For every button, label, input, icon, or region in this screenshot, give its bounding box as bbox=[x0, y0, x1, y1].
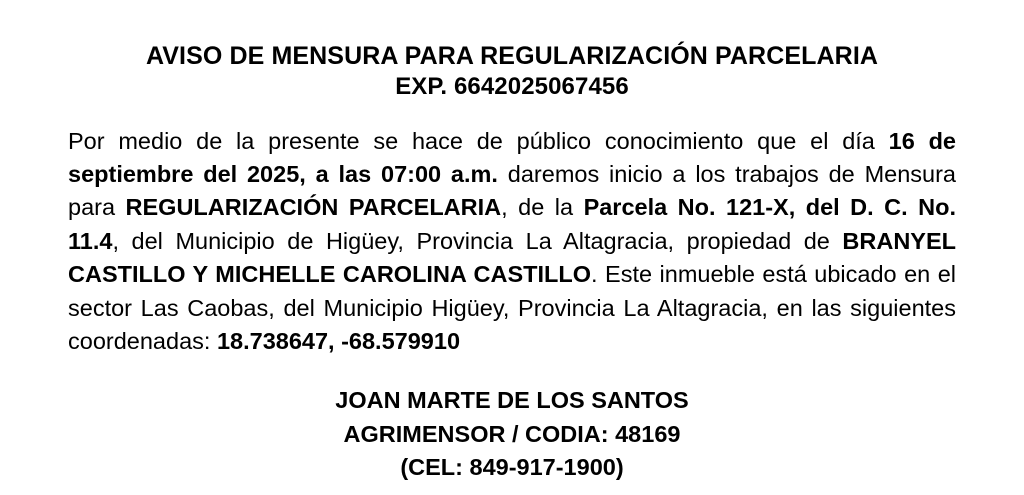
body-highlight-procedure: REGULARIZACIÓN PARCELARIA bbox=[125, 194, 502, 221]
title-line-primary: AVISO DE MENSURA PARA REGULARIZACIÓN PARCELARIA bbox=[145, 42, 879, 70]
signature-block bbox=[68, 384, 956, 484]
body-segment-3: , de la bbox=[501, 194, 584, 221]
body-highlight-parcel: Parcela No. 121-X, del D. C. No. 11.4 bbox=[68, 194, 957, 254]
document-title bbox=[68, 40, 956, 103]
body-highlight-date-time: 16 de septiembre del 2025, a las 07:00 a.m. bbox=[68, 127, 957, 188]
body-highlight-owners: BRANYEL CASTILLO Y MICHELLE CAROLINA CASTILLO bbox=[68, 227, 956, 288]
body-segment-5: . Este inmueble está ubicado en el sector Las Caobas, del Municipio Higüey, Provincia La Altagracia, en las siguientes coordenadas: bbox=[68, 261, 956, 354]
surveyor-role: AGRIMENSOR / CODIA: 48169 bbox=[343, 420, 681, 447]
title-line-file-number: EXP. 6642025067456 bbox=[395, 73, 629, 100]
notice-body-paragraph bbox=[68, 125, 956, 359]
surveyor-phone: (CEL: 849-917-1900) bbox=[400, 453, 624, 480]
body-highlight-coordinates: 18.738647, -68.579910 bbox=[216, 327, 461, 354]
body-segment-1: Por medio de la presente se hace de público conocimiento que el día bbox=[68, 127, 889, 154]
body-segment-2: daremos inicio a los trabajos de Mensura para bbox=[68, 161, 957, 221]
surveyor-name: JOAN MARTE DE LOS SANTOS bbox=[335, 387, 689, 414]
body-segment-4: , del Municipio de Higüey, Provincia La Altagracia, propiedad de bbox=[112, 227, 843, 254]
